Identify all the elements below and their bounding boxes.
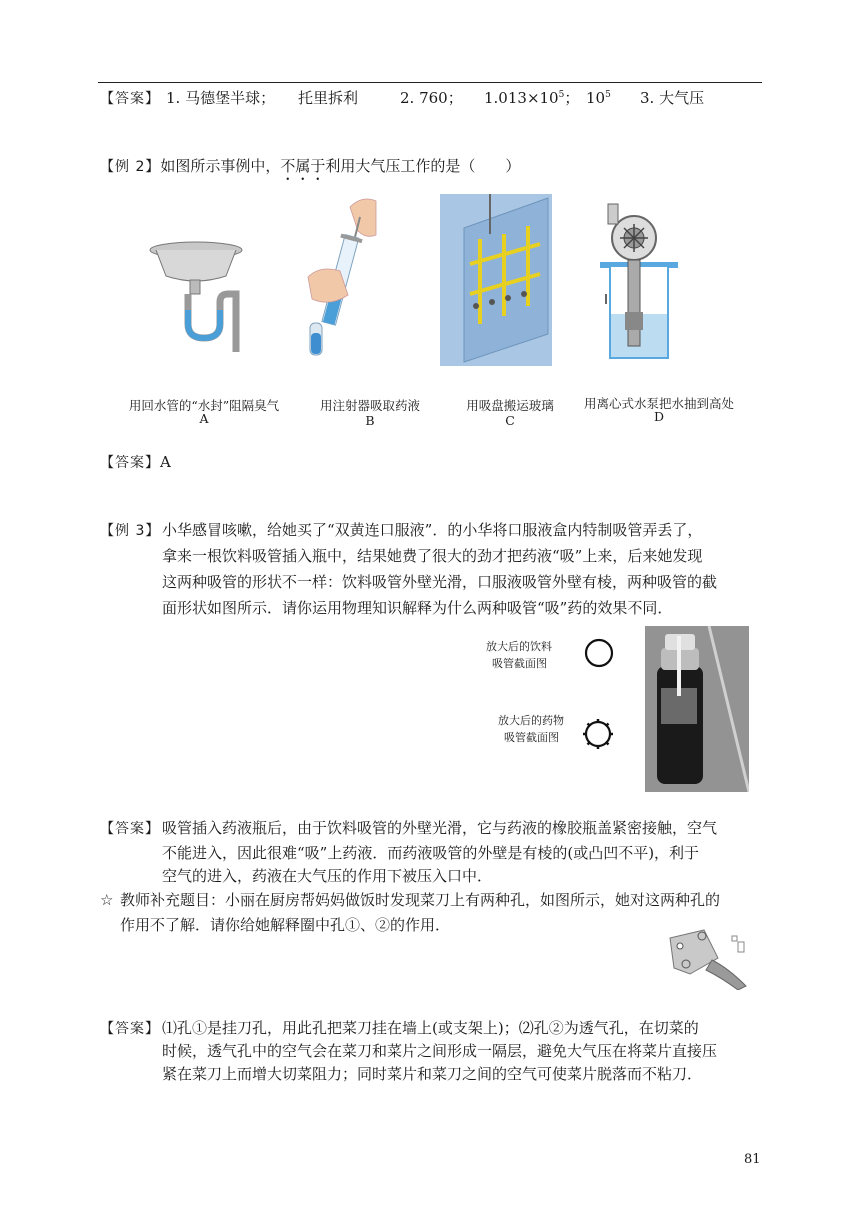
star-icon: ☆ [100,891,114,909]
answer-1-item-6: 3. 大气压 [640,89,705,107]
teacher-answer-tag [100,1018,160,1039]
answer-1-exponent-2: 5 [605,90,611,100]
top-rule [98,82,762,83]
teacher-answer-line-1: ⑴孔①是挂刀孔，用此孔把菜刀挂在墙上(或支架上)；⑵孔②为透气孔，在切菜的 [162,1019,699,1037]
answer-1-line [100,88,160,109]
example-2-answer-tag: 【答案】 [100,455,160,471]
caption-c-letter: C [505,413,515,428]
straw-label-2a: 放大后的药物 [498,714,564,727]
teacher-answer-line-2: 时候，透气孔中的空气会在菜刀和菜片之间形成一隔层，避免大气压在将菜片直接压 [162,1042,718,1060]
centrifugal-pump-illustration [598,194,680,362]
example-2-question [100,156,520,184]
example-2-answer-value: A [160,453,171,471]
teacher-answer-line-3: 紧在菜刀上而增大切菜阻力；同时菜片和菜刀之间的空气可使菜片脱落而不粘刀． [162,1065,703,1083]
smooth-straw-section-icon [582,636,616,670]
medicine-bottle-photo [645,626,749,792]
answer-tag: 【答案】 [100,91,160,107]
ridged-straw-section-icon [580,716,616,752]
answer-1-value: 1.013×10 [484,89,559,107]
suction-glass-illustration [440,194,552,366]
teacher-answer-tag-text: 【答案】 [100,1021,160,1037]
example-3-tag [100,520,160,541]
example-3-answer-line-3: 空气的进入，药液在大气压的作用下被压入口中． [162,867,493,885]
example-3-line-1: 小华感冒咳嗽，给她买了“双黄连口服液”．的小华将口服液盒内特制吸管弄丢了， [162,521,703,539]
caption-c: 用吸盘搬运玻璃 [466,398,554,413]
caption-a-letter: A [199,411,209,426]
example-3-line-2: 拿来一根饮料吸管插入瓶中，结果她费了很大的劲才把药液“吸”上来，后来她发现 [162,547,703,565]
example-2-emphasis: 不属于 [280,157,326,175]
example-3-answer-line-1: 吸管插入药液瓶后，由于饮料吸管的外壁光滑，它与药液的橡胶瓶盖紧密接触，空气 [162,819,718,837]
syringe-illustration [300,195,380,360]
example-3-answer-tag-text: 【答案】 [100,821,160,837]
caption-b-letter: B [365,413,375,428]
caption-d: 用离心式水泵把水抽到高处 [583,396,734,411]
example-3-line-3: 这两种吸管的形状不一样：饮料吸管外壁光滑，口服液吸管外壁有棱，两种吸管的截 [162,573,718,591]
teacher-line-2: 作用不了解．请你给她解释圈中孔①、②的作用． [120,916,451,934]
page-number: 81 [744,1152,761,1167]
answer-1-item-5 [586,88,611,108]
example-2-text-post: 利用大气压工作的是（ ） [325,157,521,175]
example-2-answer [100,452,171,473]
example-3-line-4: 面形状如图所示．请你运用物理知识解释为什么两种吸管“吸”药的效果不同． [162,599,673,617]
teacher-line-1: 教师补充题目：小丽在厨房帮妈妈做饭时发现菜刀上有两种孔，如图所示，她对这两种孔的 [120,891,721,909]
straw-label-2b: 吸管截面图 [504,731,559,744]
answer-1-sep: ； [564,89,580,107]
answer-1-exponent: 5 [558,90,565,100]
answer-1-item-4 [484,88,579,108]
caption-a: 用回水管的“水封”阻隔臭气 [128,398,280,413]
answer-1-base: 10 [586,89,606,107]
caption-b: 用注射器吸取药液 [319,398,420,413]
cleaver-illustration [660,928,756,990]
example-2-tag: 【例 2】 [100,159,161,175]
example-2-text-pre: 如图所示事例中， [160,157,281,175]
straw-label-1a: 放大后的饮料 [486,640,552,653]
example-3-tag-text: 【例 3】 [100,523,161,539]
answer-1-item-2: 托里拆利 [298,89,359,107]
example-3-answer-tag [100,818,160,839]
example-3-answer-line-2: 不能进入，因此很难“吸”上药液．而药液吸管的外壁是有棱的(或凸凹不平)，利于 [162,844,700,862]
straw-label-1b: 吸管截面图 [492,657,547,670]
answer-1-item-3: 2. 760； [400,89,463,107]
sink-trap-illustration [148,232,248,354]
answer-1-item-1: 1. 马德堡半球； [166,89,276,107]
caption-d-letter: D [653,409,665,424]
